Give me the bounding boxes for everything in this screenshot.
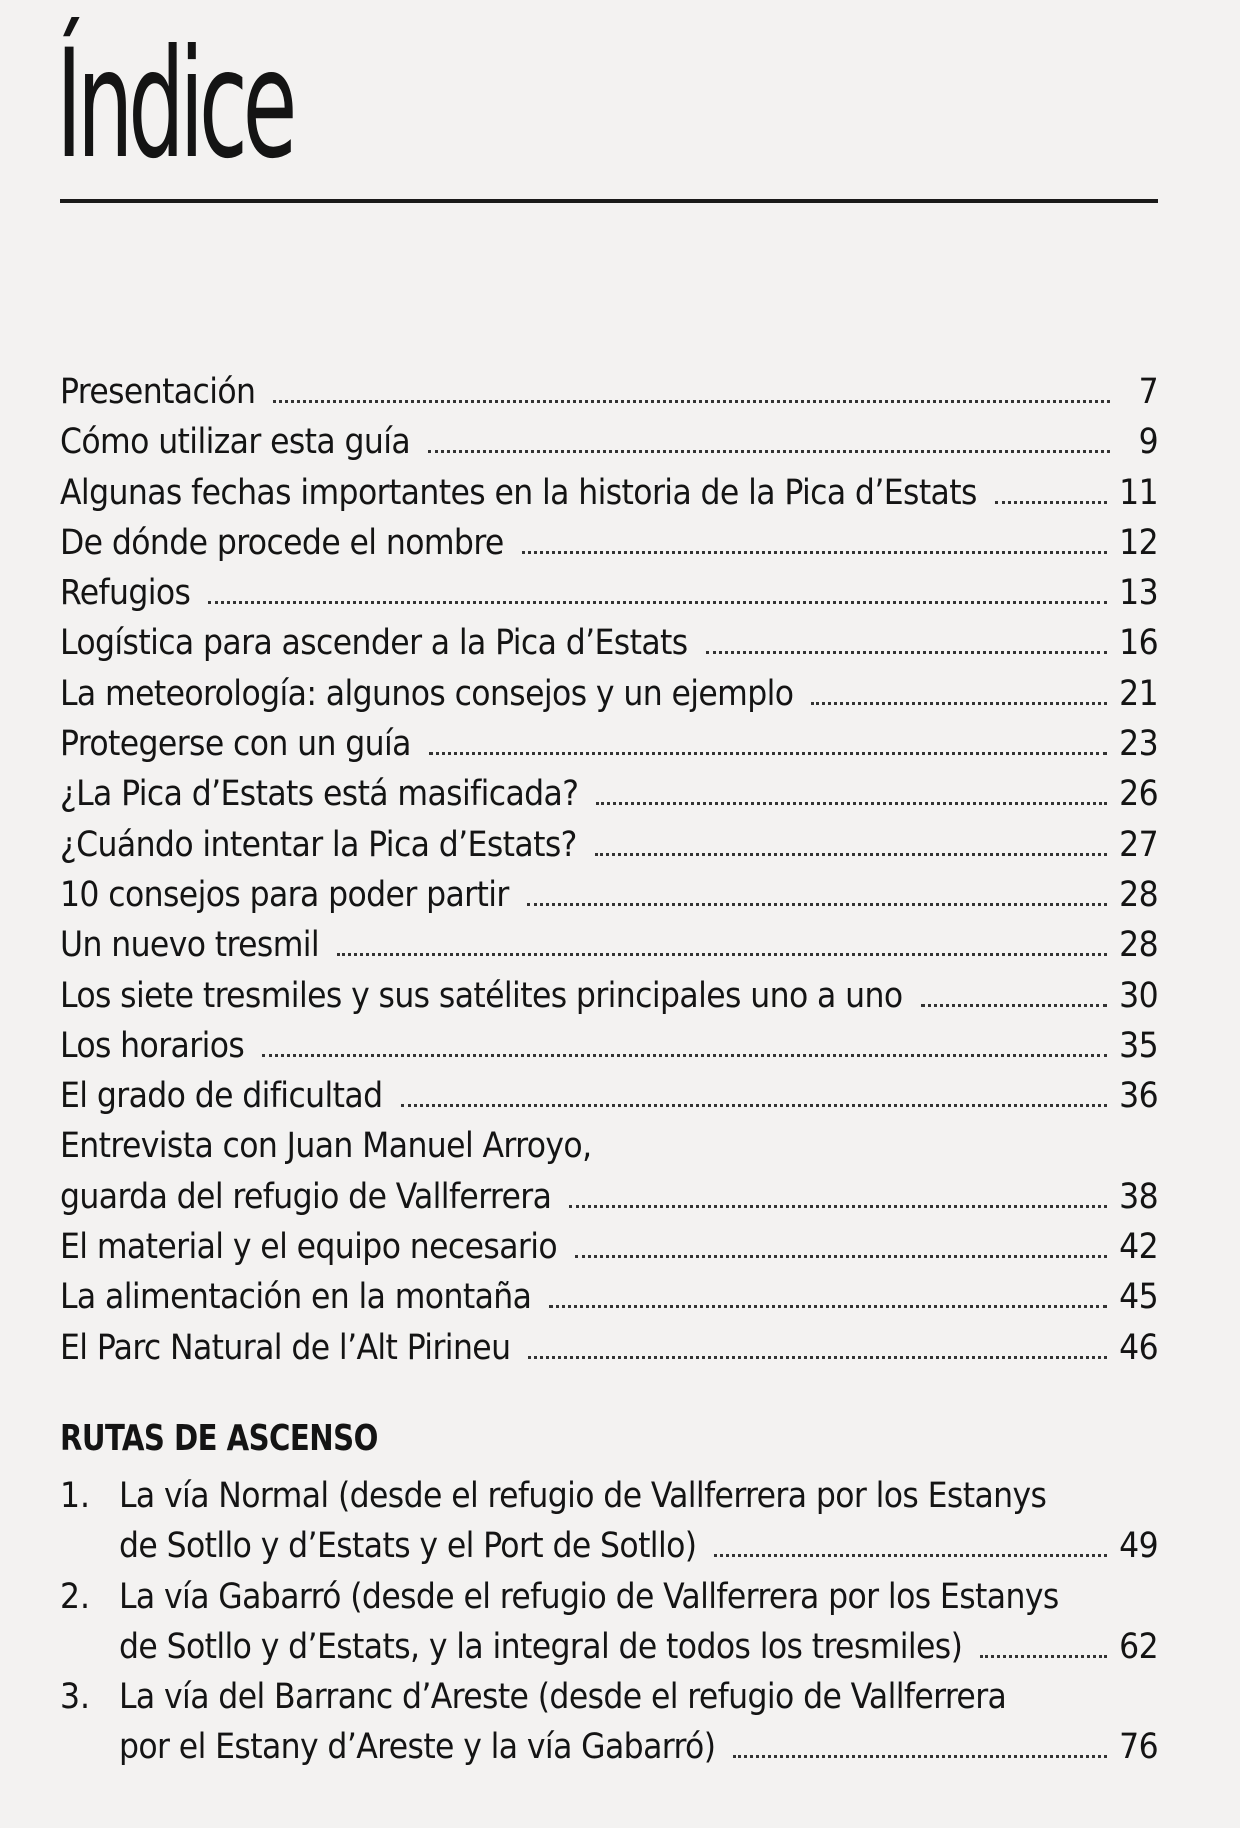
route-entry[interactable] [60, 1672, 1158, 1773]
toc-entry-page: 9 [1138, 422, 1158, 463]
dot-leader [337, 953, 1107, 956]
route-entry[interactable] [60, 1572, 1158, 1673]
toc-entry-label: Entrevista con Juan Manuel Arroyo, [60, 1126, 592, 1167]
route-page: 76 [1119, 1727, 1158, 1768]
route-page: 62 [1119, 1626, 1158, 1667]
toc-entry-label: Los horarios [60, 1025, 245, 1066]
route-number: 1. [60, 1476, 91, 1516]
toc-entry[interactable] [60, 1272, 1158, 1322]
dot-leader [733, 1755, 1107, 1758]
dot-leader [429, 752, 1107, 755]
toc-entry[interactable] [60, 468, 1158, 518]
toc-entry[interactable] [60, 1172, 1158, 1222]
toc-entry[interactable] [60, 1021, 1158, 1071]
toc-entry-label: 10 consejos para poder partir [60, 874, 509, 915]
toc-entry-page: 12 [1119, 522, 1158, 563]
dot-leader [921, 1004, 1108, 1007]
route-title-line: La vía Gabarró (desde el refugio de Vallferrera por los Estanys [119, 1576, 1059, 1617]
dot-leader [714, 1554, 1107, 1557]
section-heading: RUTAS DE ASCENSO [60, 1418, 378, 1459]
toc-entry[interactable] [60, 820, 1158, 870]
dot-leader [549, 1305, 1107, 1308]
routes-list [60, 1471, 1158, 1773]
toc-entry[interactable] [60, 669, 1158, 719]
dot-leader [595, 853, 1107, 856]
dot-leader [596, 802, 1107, 805]
toc-entry-label: Logística para ascender a la Pica d’Estats [60, 623, 688, 664]
route-entry[interactable] [60, 1471, 1158, 1572]
route-title-line: La vía Normal (desde el refugio de Vallferrera por los Estanys [119, 1476, 1047, 1516]
dot-leader [273, 400, 1110, 403]
toc-entry-label: Protegerse con un guía [60, 724, 411, 765]
dot-leader [980, 1655, 1107, 1658]
dot-leader [527, 903, 1107, 906]
toc-entry[interactable] [60, 870, 1158, 920]
toc-entry-page: 27 [1119, 824, 1158, 865]
route-title-line: de Sotllo y d’Estats, y la integral de todos los tresmiles) [119, 1626, 963, 1667]
toc-entry-page: 45 [1119, 1277, 1158, 1318]
dot-leader [706, 651, 1108, 654]
toc-entry[interactable] [60, 769, 1158, 819]
title-rule [60, 199, 1158, 203]
toc-entry[interactable] [60, 719, 1158, 769]
toc-entry-label: El grado de dificultad [60, 1076, 383, 1117]
toc-entry-label: El material y el equipo necesario [60, 1227, 558, 1268]
toc-entry-page: 30 [1119, 975, 1158, 1016]
toc-entry[interactable] [60, 367, 1158, 417]
dot-leader [208, 601, 1107, 604]
toc-entry[interactable] [60, 1121, 1158, 1171]
toc-entry-page: 36 [1119, 1076, 1158, 1117]
toc-entry-label: guarda del refugio de Vallferrera [60, 1176, 552, 1217]
toc-entry-page: 21 [1119, 673, 1158, 714]
route-page: 49 [1119, 1526, 1158, 1567]
toc-entry[interactable] [60, 417, 1158, 467]
toc-entry[interactable] [60, 971, 1158, 1021]
page-title: Índice [56, 18, 293, 192]
toc-entry-page: 13 [1119, 573, 1158, 614]
toc-entry-label: Algunas fechas importantes en la historia de la Pica d’Estats [60, 472, 977, 513]
toc-entry[interactable] [60, 1222, 1158, 1272]
toc-entry-label: El Parc Natural de l’Alt Pirineu [60, 1327, 511, 1368]
toc-entry[interactable] [60, 1071, 1158, 1121]
dot-leader [811, 702, 1107, 705]
dot-leader [522, 551, 1107, 554]
route-title-line: de Sotllo y d’Estats y el Port de Sotllo) [119, 1526, 697, 1567]
toc-entry-label: ¿Cuándo intentar la Pica d’Estats? [60, 824, 577, 865]
toc-entry-page: 23 [1119, 724, 1158, 765]
dot-leader [528, 1356, 1107, 1359]
dot-leader [995, 501, 1107, 504]
toc-entry-label: Cómo utilizar esta guía [60, 422, 411, 463]
toc-entry-page: 46 [1119, 1327, 1158, 1368]
toc-entry-page: 11 [1119, 472, 1158, 513]
toc-entry[interactable] [60, 920, 1158, 970]
toc-entry-label: La alimentación en la montaña [60, 1277, 532, 1318]
route-title-line: por el Estany d’Areste y la vía Gabarró) [119, 1727, 716, 1768]
dot-leader [262, 1054, 1107, 1057]
toc-entry-label: De dónde procede el nombre [60, 522, 504, 563]
toc-entry-page: 38 [1119, 1176, 1158, 1217]
toc-entry-page: 7 [1138, 372, 1158, 412]
dot-leader [401, 1104, 1108, 1107]
route-title-line: La vía del Barranc d’Areste (desde el refugio de Vallferrera [119, 1677, 1007, 1718]
toc-entry-page: 26 [1119, 774, 1158, 815]
dot-leader [428, 450, 1110, 453]
toc-entry-page: 35 [1119, 1025, 1158, 1066]
table-of-contents [60, 367, 1158, 1373]
toc-entry-label: La meteorología: algunos consejos y un ejemplo [60, 673, 794, 714]
toc-entry-page: 42 [1119, 1227, 1158, 1268]
toc-entry-label: Presentación [60, 372, 256, 412]
toc-entry-page: 28 [1119, 874, 1158, 915]
route-number: 2. [60, 1576, 91, 1617]
toc-entry-page: 16 [1119, 623, 1158, 664]
dot-leader [569, 1205, 1107, 1208]
dot-leader [575, 1255, 1107, 1258]
toc-entry[interactable] [60, 518, 1158, 568]
toc-entry-page: 28 [1119, 925, 1158, 966]
toc-entry[interactable] [60, 618, 1158, 668]
toc-entry[interactable] [60, 568, 1158, 618]
toc-entry-label: Un nuevo tresmil [60, 925, 320, 966]
toc-entry-label: ¿La Pica d’Estats está masificada? [60, 774, 579, 815]
toc-entry-label: Refugios [60, 573, 191, 614]
toc-entry[interactable] [60, 1323, 1158, 1373]
toc-entry-label: Los siete tresmiles y sus satélites principales uno a uno [60, 975, 903, 1016]
route-number: 3. [60, 1677, 91, 1718]
